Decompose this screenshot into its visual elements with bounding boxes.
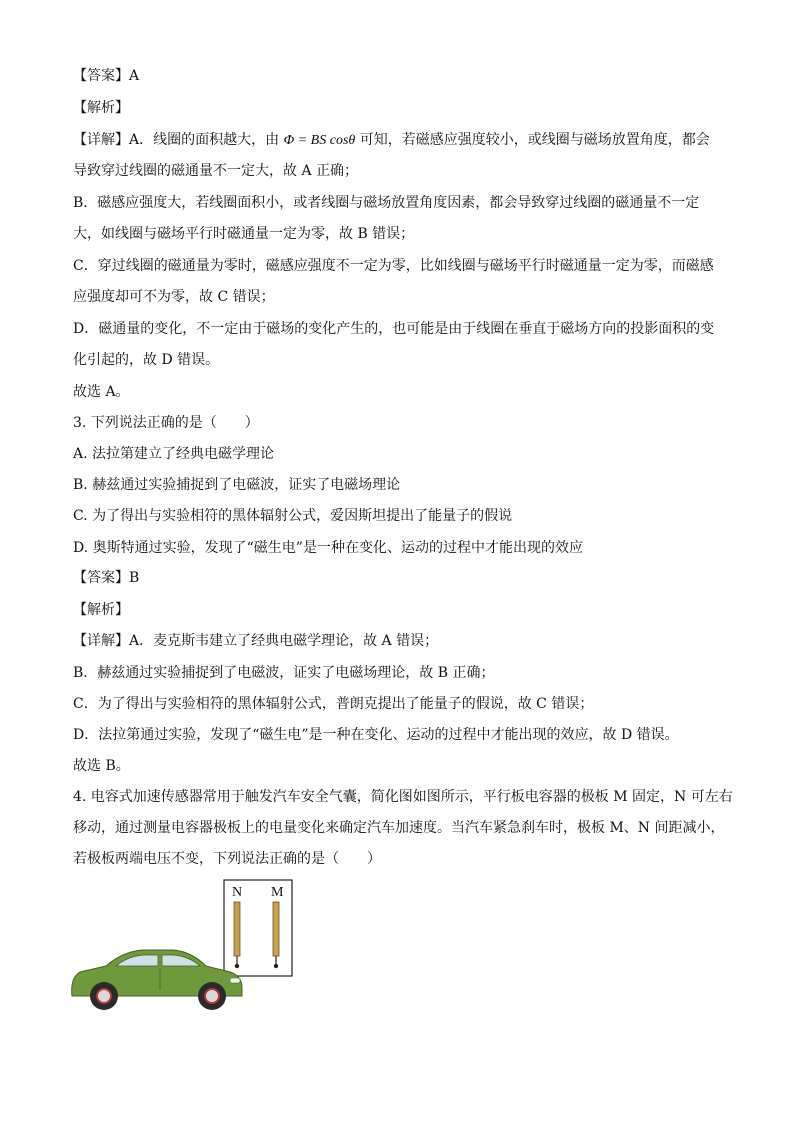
flux-formula: Φ = BS cosθ bbox=[283, 133, 356, 148]
plate-m-label: M bbox=[271, 885, 284, 900]
q3-conclusion: 故选 B。 bbox=[73, 758, 130, 774]
plate-n bbox=[234, 902, 240, 956]
q2-detail-a-post: 可知，若磁感应强度较小，或线圈与磁场放置角度，都会 bbox=[359, 132, 710, 148]
q2-detail-b-line2: 大，如线圈与磁场平行时磁通量一定为零，故 B 错误； bbox=[73, 226, 415, 242]
q2-detail-d-line2: 化引起的，故 D 错误。 bbox=[73, 352, 220, 368]
q3-detail-d: D．法拉第通过实验，发现了“磁生电”是一种在变化、运动的过程中才能出现的效应，故 D 错误。 bbox=[73, 727, 679, 743]
q3-answer: 【答案】B bbox=[73, 570, 140, 586]
car-capacitor-diagram bbox=[66, 878, 306, 1018]
capacitor-sensor-figure bbox=[66, 878, 306, 1018]
car-illustration bbox=[72, 950, 242, 1010]
q3-stem: 3. 下列说法正确的是（ ） bbox=[73, 415, 259, 431]
q2-answer: 【答案】A bbox=[73, 68, 140, 84]
q3-analysis-label: 【解析】 bbox=[73, 602, 129, 618]
q3-option-b: B. 赫兹通过实验捕捉到了电磁波，证实了电磁场理论 bbox=[73, 477, 401, 493]
q3-option-c: C. 为了得出与实验相符的黑体辐射公式，爱因斯坦提出了能量子的假说 bbox=[73, 508, 513, 524]
car-rear-rim bbox=[97, 989, 111, 1003]
car-front-rim bbox=[205, 989, 219, 1003]
q2-detail-c-line2: 应强度却可不为零，故 C 错误； bbox=[73, 289, 275, 305]
q2-detail-b-line1: B．磁感应强度大，若线圈面积小，或者线圈与磁场放置角度因素，都会导致穿过线圈的磁通量不一定 bbox=[73, 195, 700, 211]
q3-detail-a: 【详解】A．麦克斯韦建立了经典电磁学理论，故 A 错误； bbox=[73, 633, 439, 649]
car-headlight bbox=[230, 978, 240, 983]
q3-option-d: D. 奥斯特通过实验，发现了“磁生电”是一种在变化、运动的过程中才能出现的效应 bbox=[73, 540, 583, 556]
q3-detail-b: B．赫兹通过实验捕捉到了电磁波，证实了电磁场理论，故 B 正确； bbox=[73, 665, 495, 681]
q2-detail-a-pre: 【详解】A．线圈的面积越大，由 bbox=[73, 132, 280, 148]
q2-analysis-label: 【解析】 bbox=[73, 100, 129, 116]
plate-m bbox=[273, 902, 279, 956]
q4-stem-line3: 若极板两端电压不变，下列说法正确的是（ ） bbox=[73, 851, 381, 867]
q2-detail-a-line2: 导致穿过线圈的磁通量不一定大，故 A 正确； bbox=[73, 163, 359, 179]
plate-n-terminal bbox=[235, 964, 239, 968]
q4-stem-line1: 4. 电容式加速传感器常用于触发汽车安全气囊，简化图如图所示，平行板电容器的极板 M 固定，N 可左右 bbox=[73, 789, 733, 805]
q2-detail-a-line1 bbox=[73, 130, 710, 151]
q3-option-a: A. 法拉第建立了经典电磁学理论 bbox=[73, 446, 275, 462]
q4-stem-line2: 移动，通过测量电容器极板上的电量变化来确定汽车加速度。当汽车紧急刹车时，极板 M、N 间距减小， bbox=[73, 820, 725, 836]
plate-n-label: N bbox=[232, 885, 243, 900]
q2-detail-c-line1: C．穿过线圈的磁通量为零时，磁感应强度不一定为零，比如线圈与磁场平行时磁通量一定为零，而磁感 bbox=[73, 258, 714, 274]
q2-conclusion: 故选 A。 bbox=[73, 384, 130, 400]
plate-m-terminal bbox=[274, 964, 278, 968]
q3-detail-c: C．为了得出与实验相符的黑体辐射公式，普朗克提出了能量子的假说，故 C 错误； bbox=[73, 696, 594, 712]
q2-detail-d-line1: D．磁通量的变化，不一定由于磁场的变化产生的，也可能是由于线圈在垂直于磁场方向的投影面积的变 bbox=[73, 321, 715, 337]
